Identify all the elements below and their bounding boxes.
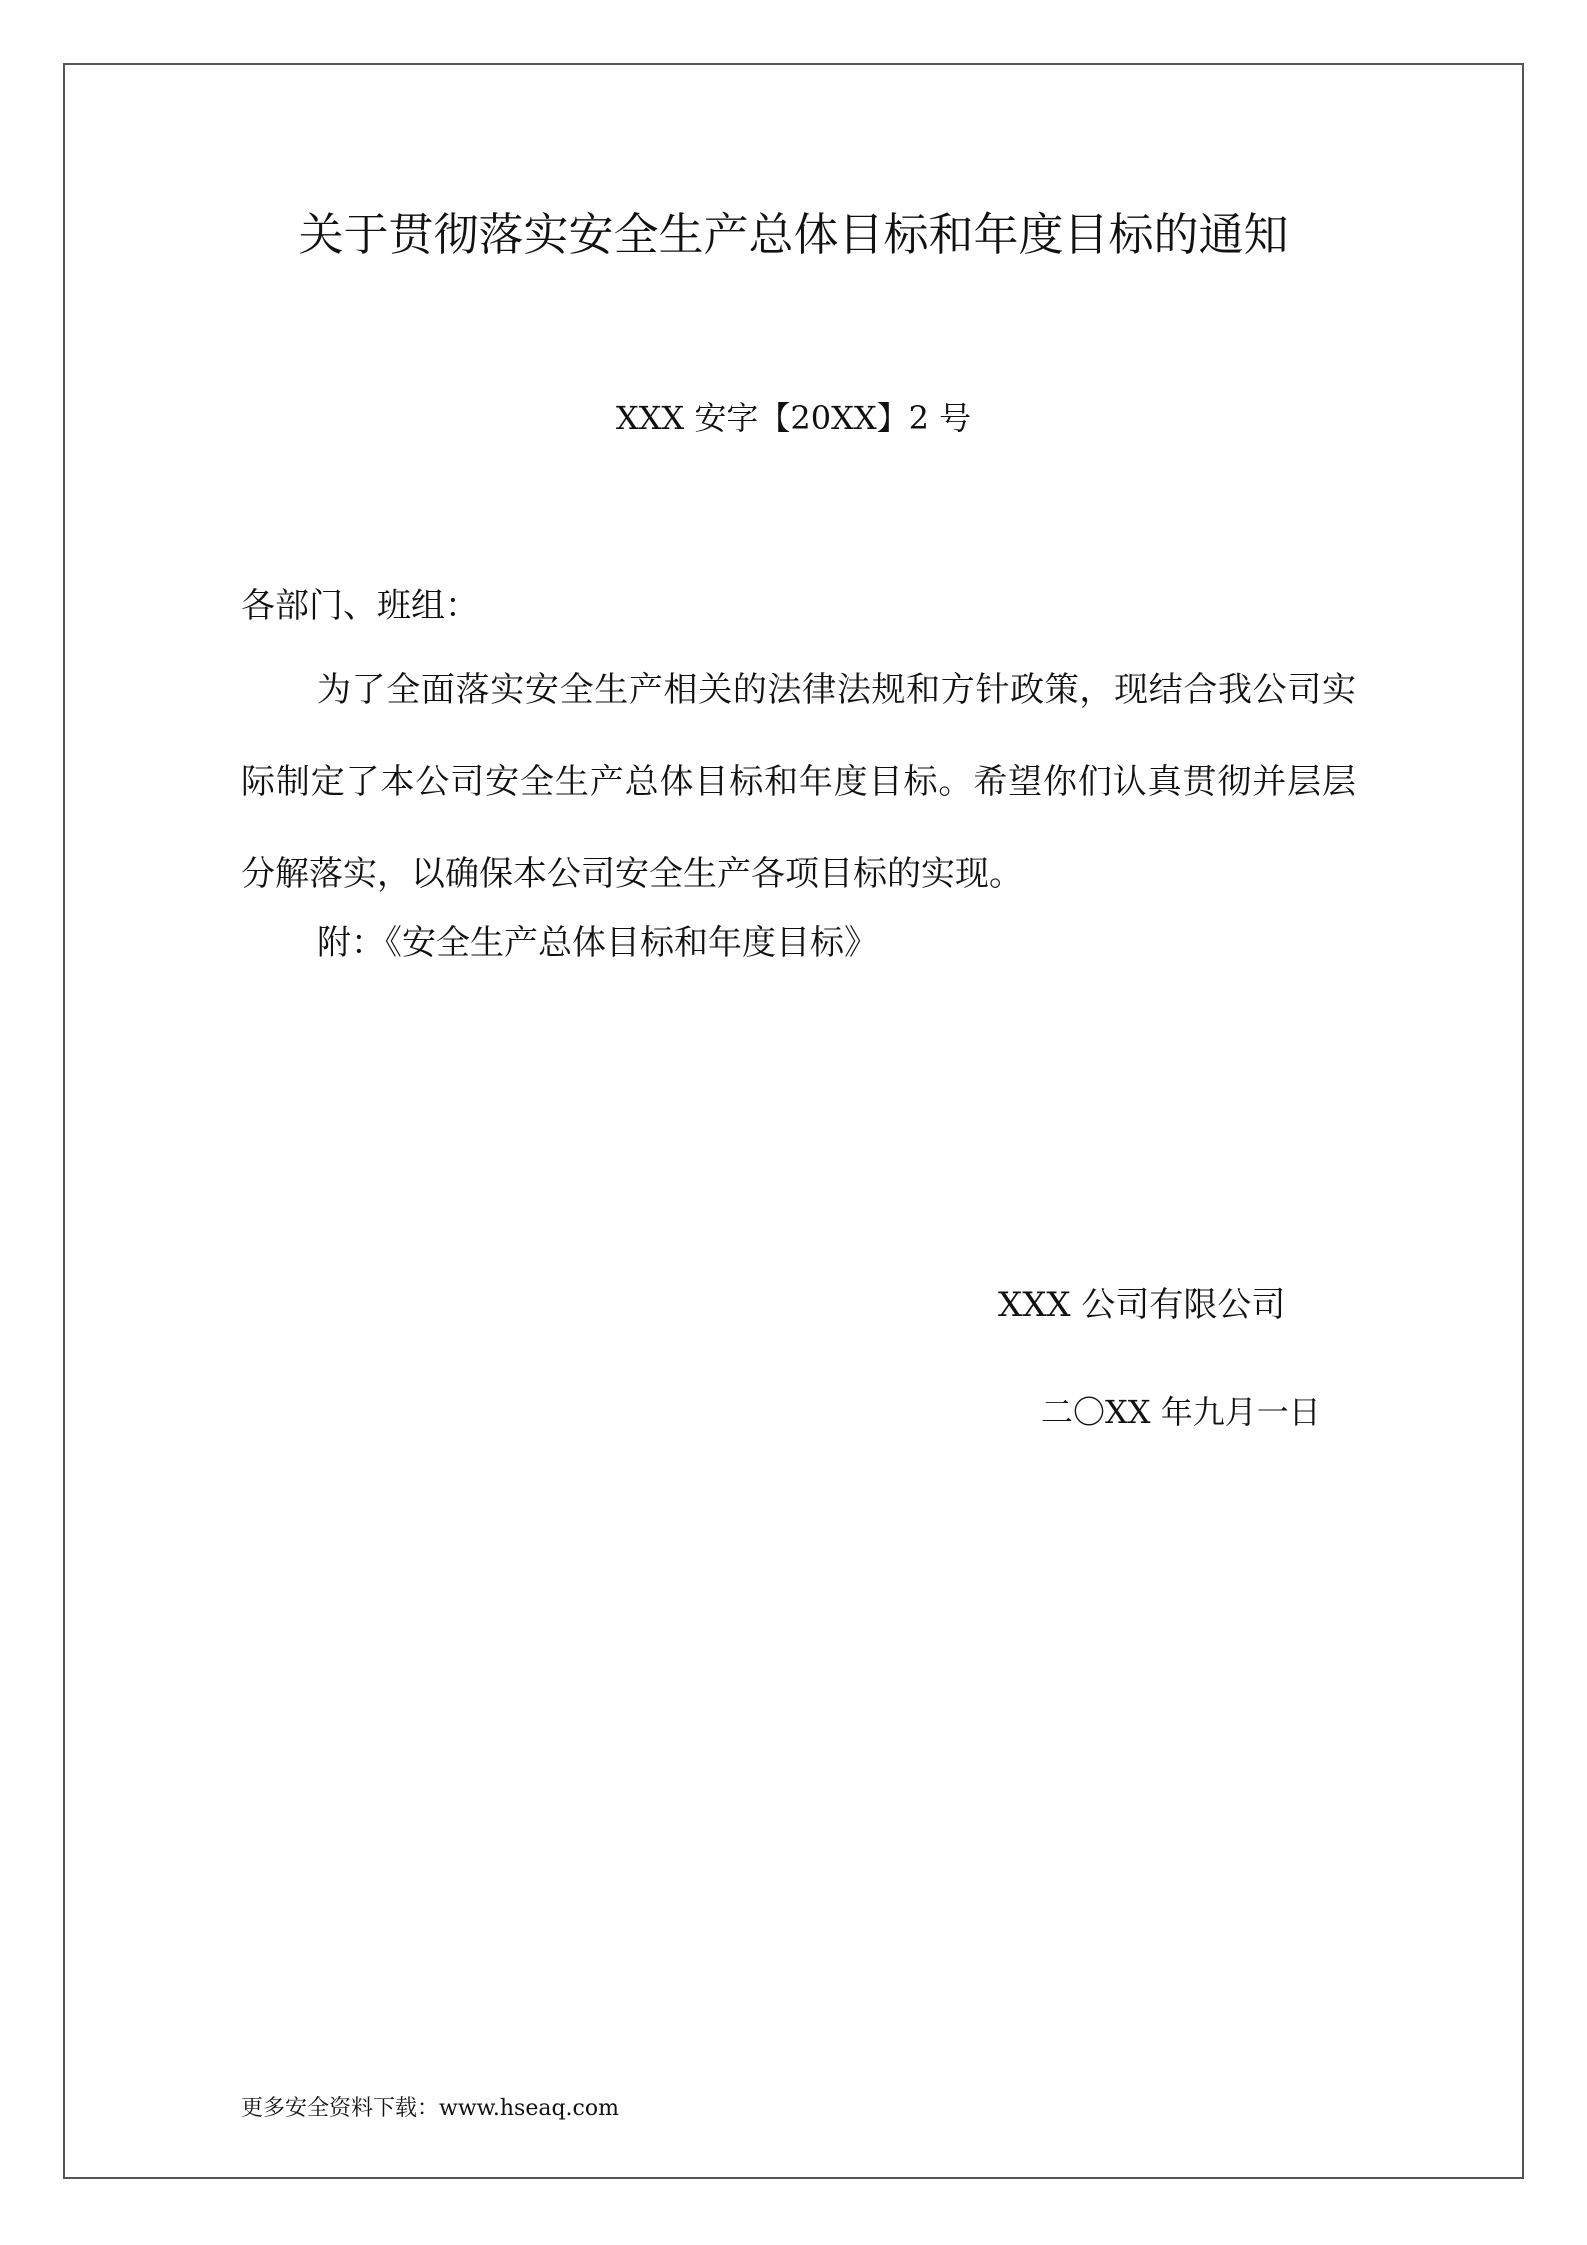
body-paragraph: 为了全面落实安全生产相关的法律法规和方针政策，现结合我公司实际制定了本公司安全生产总体目标和年度目标。希望你们认真贯彻并层层分解落实，以确保本公司安全生产各项目标的实现。 [241, 670, 1356, 894]
page-border [63, 63, 1524, 2179]
salutation: 各部门、班组： [241, 586, 479, 626]
document-date: 二〇XX 年九月一日 [1041, 1393, 1321, 1431]
document-number: XXX 安字【20XX】2 号 [615, 399, 972, 437]
attachment-note: 附：《安全生产总体目标和年度目标》 [317, 923, 878, 963]
company-signature: XXX 公司有限公司 [998, 1285, 1286, 1325]
document-title: 关于贯彻落实安全生产总体目标和年度目标的通知 [298, 208, 1289, 261]
footer-download-note: 更多安全资料下载：www.hseaq.com [241, 2096, 619, 2121]
